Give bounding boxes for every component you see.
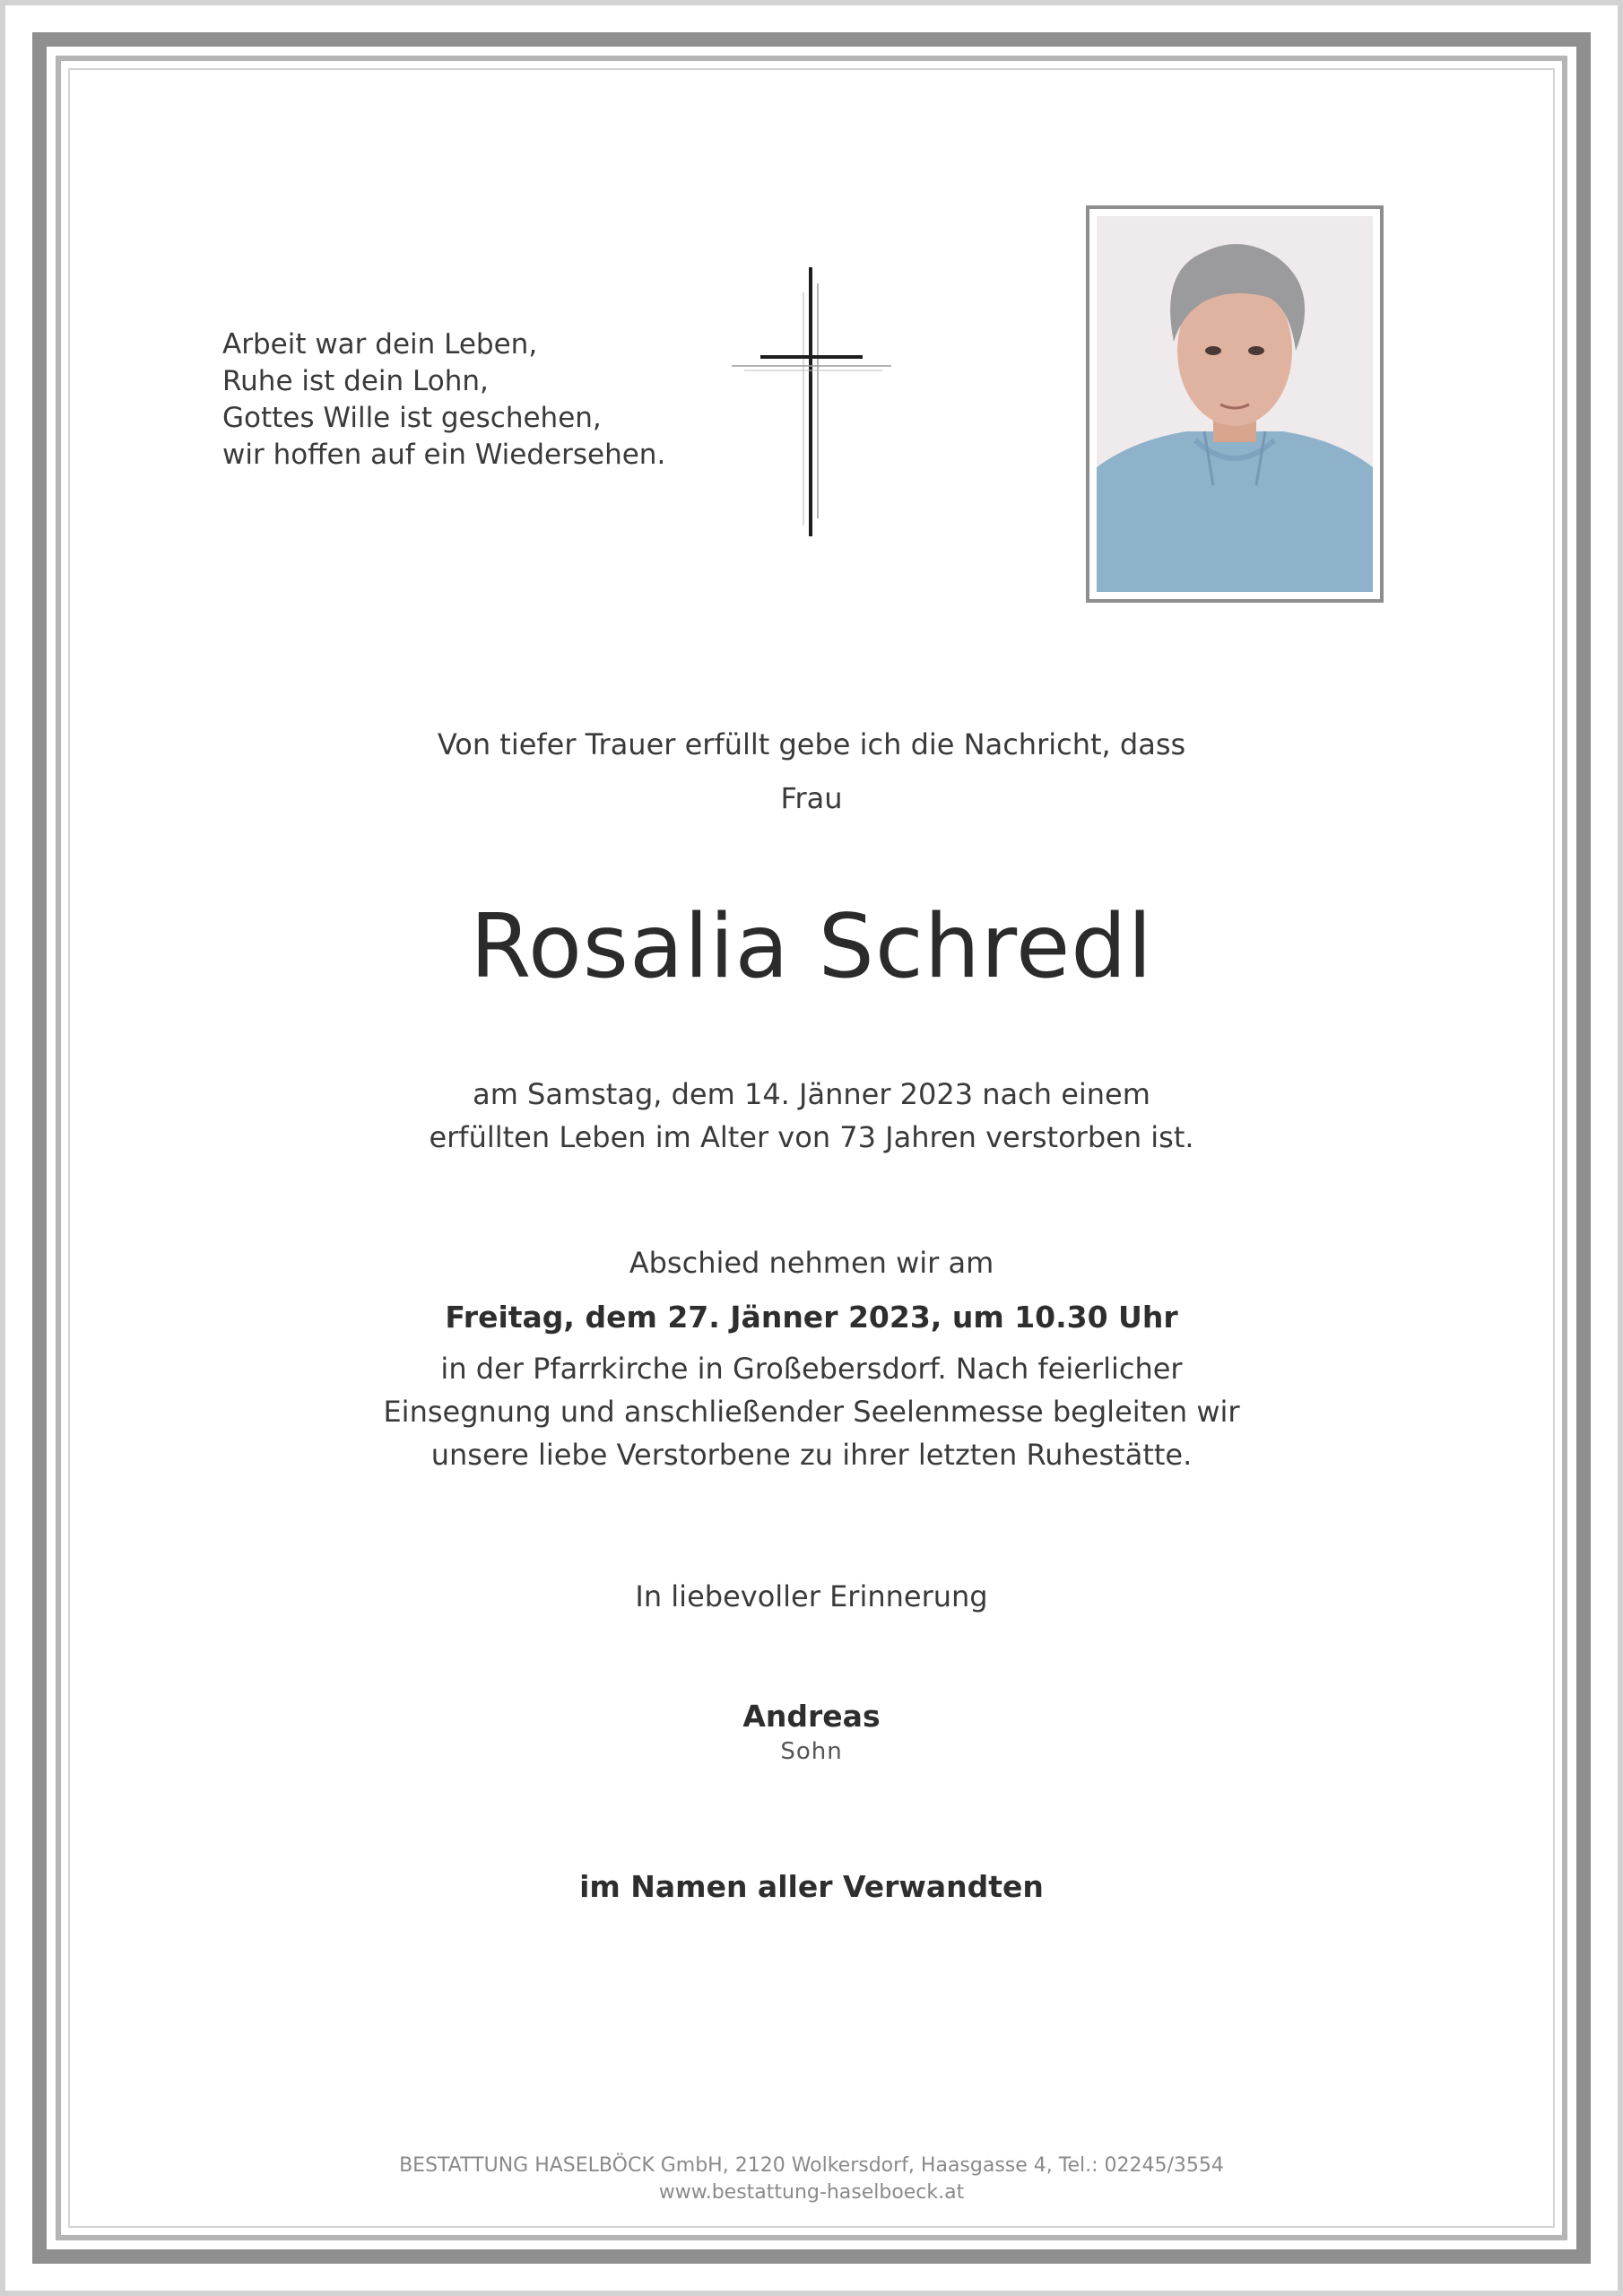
- mourner: [269, 1695, 1354, 1765]
- relatives-text: im Namen aller Verwandten: [579, 1869, 1044, 1904]
- verse: [222, 326, 689, 474]
- footer-website[interactable]: www.bestattung-haselboeck.at: [658, 2181, 965, 2204]
- portrait-photo: [1097, 216, 1373, 592]
- intro-salutation: Frau: [780, 781, 843, 815]
- mourner-name: Andreas: [742, 1699, 881, 1734]
- farewell-section: [269, 1238, 1354, 1476]
- funeral-place-line: unsere liebe Verstorbene zu ihrer letzten Ruhestätte.: [430, 1438, 1193, 1472]
- funeral-date: Freitag, dem 27. Jänner 2023, um 10.30 Uhr: [445, 1300, 1178, 1335]
- mourner-relation: Sohn: [780, 1738, 843, 1765]
- death-notice-line: erfüllten Leben im Alter von 73 Jahren verstorben ist.: [429, 1120, 1194, 1154]
- portrait-frame: [1086, 205, 1384, 603]
- intro-line: Von tiefer Trauer erfüllt gebe ich die Nachricht, dass: [437, 727, 1186, 761]
- funeral-place-line: Einsegnung und anschließender Seelenmesse begleiten wir: [383, 1395, 1240, 1429]
- footer: [269, 2152, 1354, 2206]
- closing-text: In liebevoller Erinnerung: [635, 1579, 988, 1613]
- footer-company: BESTATTUNG HASELBÖCK GmbH, 2120 Wolkersdorf, Haasgasse 4, Tel.: 02245/3554: [399, 2154, 1224, 2177]
- death-notice-line: am Samstag, dem 14. Jänner 2023 nach einem: [473, 1077, 1150, 1111]
- verse-line: wir hoffen auf ein Wiedersehen.: [222, 439, 666, 471]
- verse-line: Arbeit war dein Leben,: [222, 328, 538, 361]
- death-notice: [269, 1073, 1354, 1159]
- deceased-name: Rosalia Schredl: [470, 896, 1153, 998]
- verse-line: Ruhe ist dein Lohn,: [222, 365, 489, 397]
- verse-line: Gottes Wille ist geschehen,: [222, 402, 602, 434]
- funeral-place-line: in der Pfarrkirche in Großebersdorf. Nach feierlicher: [440, 1352, 1183, 1386]
- farewell-intro: Abschied nehmen wir am: [629, 1246, 994, 1280]
- intro-text: [269, 718, 1354, 825]
- cross-icon: [728, 265, 895, 538]
